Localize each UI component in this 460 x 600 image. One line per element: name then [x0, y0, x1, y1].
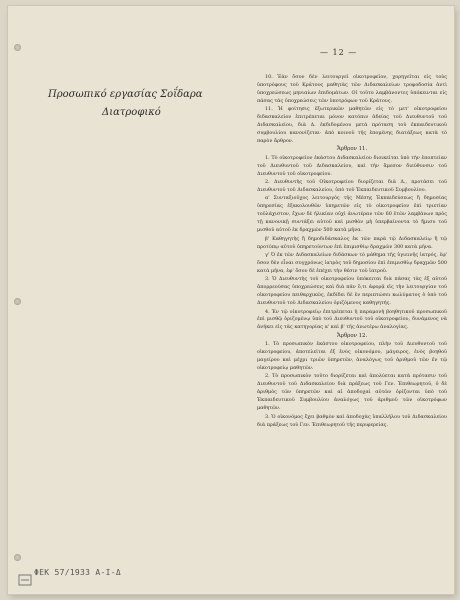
paragraph: 2. Διευθυντὴς τοῦ Οἰκοτροφείου διορίζεται διὰ Δ., προτάσει τοῦ Διευθυντοῦ τοῦ Διδασκαλείου, ὑπὸ τοῦ Ἐκπαιδευτικοῦ Συμβουλίου. — [257, 179, 447, 193]
article-heading: Ἄρθρον 11. — [336, 146, 368, 153]
paragraph: 10. Ἐὰν ὅσον δὲν λειτουργεῖ οἰκοτροφεῖον, χορηγεῖται εἰς τοὺς ὑποτρόφους τοῦ Κράτους μαθητὰς τῶν Διδασκαλείων τροφοδοσία ἀντὶ ὑποχρεώσεως μηνιαίων ἐπιδομάτων. Οἱ τοῦτο λαμβάνοντες ὑπόκεινται εἰς πάσας τὰς ὑποχρεώσεις τῶν ὑποτρόφων τοῦ Κράτους. — [257, 74, 447, 104]
paragraph: 11. Ἡ φοίτησις ἐξωτερικῶν μαθητῶν εἰς τὸ μετ' οἰκοτροφείου διδασκαλεῖον ἐπιτρέπεται μόνον κατόπιν ἀδείας τοῦ Διευθυντοῦ τοῦ Διδασκαλείου, διὰ Δ. ἐκδιδομένου μετὰ πρόταση τοῦ ἐκπαιδευτικοῦ συμβουλίου κανονίζεται· ἀπὸ κοινοῦ τῆς ἑπομένης διατάξεως κατὰ τὸ παρὸν ἄρθρον. — [257, 106, 447, 144]
binding-hole — [14, 298, 21, 305]
paragraph: 3. Ὁ Διευθυντὴς τοῦ οἰκοτροφείου ὑπόκειται διὰ πάσας τὰς ἐξ αὐτοῦ ἀπορρεούσας ὑποχρεώσεις καὶ διὰ πᾶν ὅ,τι ἀφορᾷ εἰς τὴν λειτουργίαν τοῦ οἰκοτροφείου πειθαρχικῶς, ἐκδίδει δὲ ἐν περιπτώσει κωλύματος ὁ ὑπὸ τοῦ Διευθυντοῦ τοῦ Διδασκαλείου ὁριζόμενος καθηγητής. — [257, 276, 447, 307]
paragraph: 1. Τὸ προσωπικὸν ἑκάστου οἰκοτροφείου, πλὴν τοῦ Διευθυντοῦ τοῦ οἰκοτροφείου, ἀποτελεῖται ἐξ ἑνὸς οἰκονόμου, μάγειρος, ἑνὸς βοηθοῦ μαγείρου καὶ μέχρι τριῶν ὑπηρετῶν, ἀναλόγως τοῦ ἀριθμοῦ τῶν ἐν τῷ οἰκοτροφείῳ μαθητῶν. — [257, 341, 447, 371]
margin-note-line: Προσωπικό εργασίας Σοΐδαρα — [48, 89, 203, 100]
body-text-column — [257, 74, 447, 430]
paragraph: 4. Ἐν τῷ οἰκοτροφείῳ ἐπιτρέπεται ἡ παραμονὴ βοηθητικοῦ προσωπικοῦ ἐπὶ μισθῷ ὁριζομένῳ ὑπὸ τοῦ Διευθυντοῦ τοῦ οἰκοτροφείου, δυνάμενος νὰ ἀνήκει εἰς τὰς κατηγορίας α' καὶ β' τῆς ἀνωτέρω ἀναλογίας. — [257, 308, 447, 331]
paragraph: α' Συνταξιοῦχος λειτουργὸς τῆς Μέσης Ἐκπαιδεύσεως ἢ δημοσίας ὑπηρεσίας ἐξακολουθῶν ὑπηρετῶν εἰς τὸ οἰκοτροφεῖον ἐπὶ τριετίαν τοὐλάχιστον, ἔχων δὲ ἡλικίαν οὐχὶ ἀνωτέραν τῶν 60 ἐτῶν λαμβάνων πρὸς τῇ κανονικῇ συντάξει αὐτοῦ καὶ μισθὸν μὴ ὑπερβαίνοντα τὸ ἥμισυ τοῦ μισθοῦ αὐτοῦ ἐκ δραχμῶν 500 κατὰ μῆνα. — [257, 195, 447, 234]
margin-note-line: Διατροφικό — [102, 107, 161, 118]
archive-stamp-icon — [18, 574, 32, 586]
paragraph: β' Καθηγητὴς ἢ δημοδιδάσκαλος ἐκ τῶν παρὰ τῷ Διδασκαλείῳ ἢ τῷ προτύπῳ αὐτοῦ ὑπηρετούντων ἐπὶ ἐπιμισθίῳ δραχμῶν 300 κατὰ μῆνα. — [257, 235, 447, 250]
binding-hole — [14, 554, 21, 561]
paragraph: 1. Τὸ οἰκοτροφεῖον ἑκάστου Διδασκαλείου διοικεῖται ὑπὸ τὴν ἐποπτείαν τοῦ Διευθυντοῦ τοῦ Διδασκαλείου, καὶ τὴν ἄμεσον διεύθυνσιν τοῦ Διευθυντοῦ τοῦ οἰκοτροφείου. — [257, 154, 447, 177]
binding-hole — [14, 44, 21, 51]
paragraph: 3. Ὁ οἰκονόμος ἔχει βαθμὸν καὶ ἀποδοχὰς ὑπαλλήλου τοῦ Διδασκαλείου διὰ πράξεως τοῦ Γεν. Ἐπιθεωρητοῦ τῆς περιφερείας. — [257, 413, 447, 428]
paragraph: 2. Τὸ προσωπικὸν τοῦτο διορίζεται καὶ ἀπολύεται κατὰ πρότασιν τοῦ Διευθυντοῦ τοῦ Διδασκαλείου διὰ πράξεως τοῦ Γεν. Ἐπιθεωρητοῦ, ὁ δὲ ἀριθμὸς τῶν ὑπηρετῶν καὶ αἱ ἀποδοχαὶ αὐτῶν ὁρίζονται ὑπὸ τοῦ Ἐκπαιδευτικοῦ Συμβουλίου ἀναλόγως τοῦ ἀριθμοῦ τῶν οἰκοτρόφων μαθητῶν. — [257, 373, 447, 412]
binding-holes — [14, 6, 24, 594]
page-number: — 12 — — [320, 48, 358, 57]
paragraph: γ' Ὁ ἐκ τῶν Διδασκαλείων διδάσκων τὸ μάθημα τῆς ὑγιεινῆς ἰατρός, ἐφ' ὅσον δὲν εἶναι συγχρόνως ἰατρὸς τοῦ δημοσίου ἐπὶ ἐπιμισθίῳ δραχμῶν 500 κατὰ μῆνα, ἐφ' ὅσον δὲ ἐπέχει τὴν θέσιν τοῦ ἰατροῦ. — [257, 252, 447, 274]
document-page — [8, 6, 454, 594]
page-fold — [226, 6, 228, 594]
archive-code: ΦΕΚ 57/1933 Α-Ι-Δ — [34, 568, 121, 577]
article-heading: Ἄρθρον 12. — [336, 332, 368, 339]
handwritten-margin-note — [48, 86, 218, 122]
